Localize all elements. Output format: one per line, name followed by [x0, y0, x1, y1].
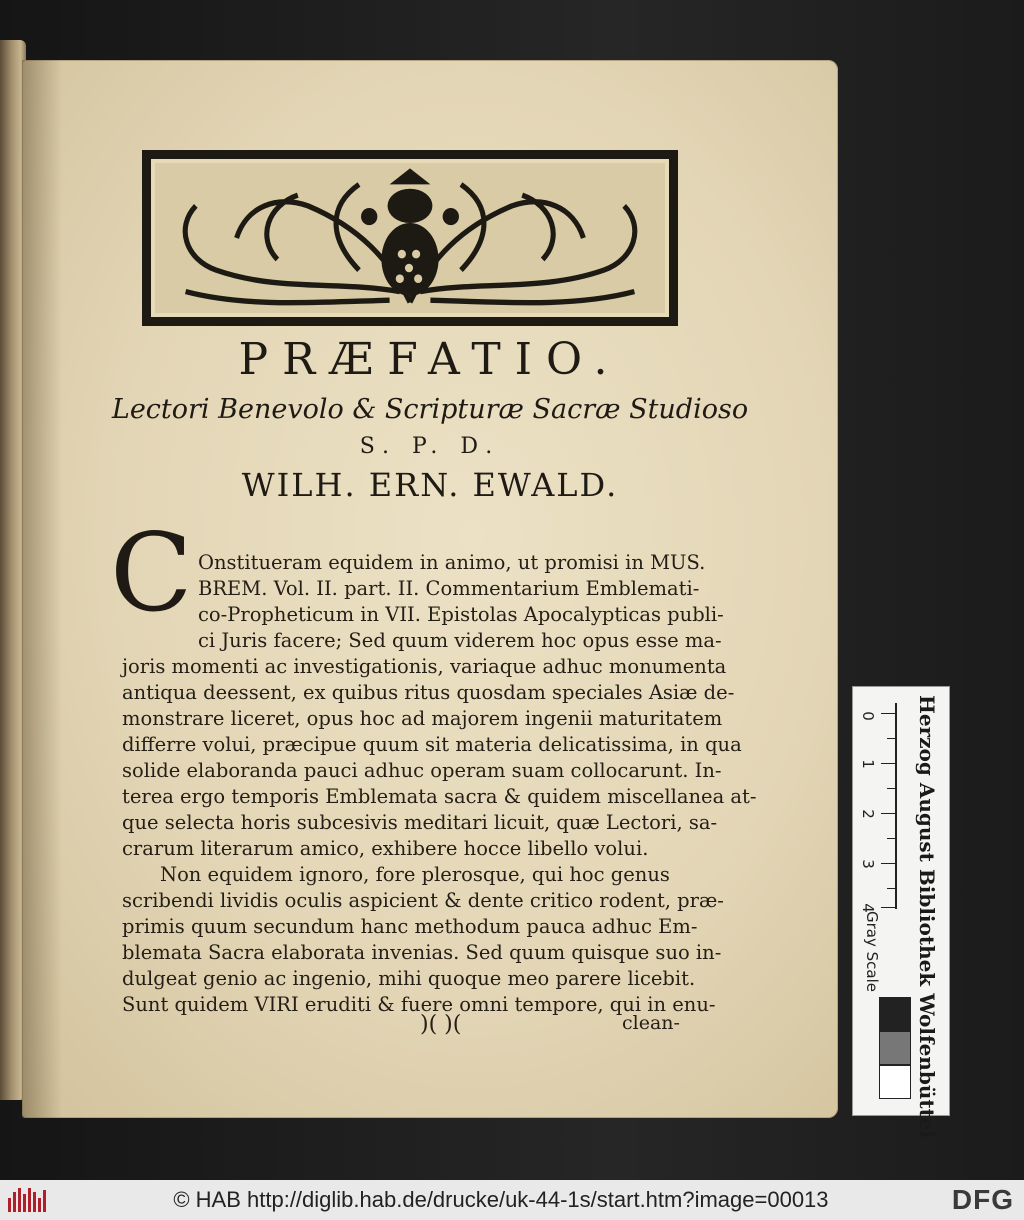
- dedication-line: Lectori Benevolo & Scripturæ Sacræ Studioso: [111, 394, 749, 425]
- gray-scale-label: Gray Scale: [863, 911, 881, 992]
- page-title: PRÆFATIO.: [238, 334, 622, 385]
- ruler-number: 3: [858, 859, 877, 869]
- ruler-number: 0: [858, 711, 877, 721]
- text-line: Sunt quidem VIRI eruditi & fuere omni tempore, qui in enu-: [122, 993, 716, 1016]
- gray-swatch-white: [879, 1065, 911, 1099]
- text-line: monstrare liceret, opus hoc ad majorem ingenii maturitatem: [122, 707, 723, 730]
- author-line: WILH. ERN. EWALD.: [241, 466, 619, 504]
- text-line: co-Propheticum in VII. Epistolas Apocalypticas publi-: [198, 603, 724, 626]
- text-line: joris momenti ac investigationis, variaque adhuc monumenta: [122, 655, 727, 678]
- color-scale-card: [852, 686, 950, 1139]
- text-line: blemata Sacra elaborata invenias. Sed quum quisque suo in-: [122, 941, 722, 964]
- text-line: BREM. Vol. II. part. II. Commentarium Emblemati-: [198, 577, 700, 600]
- foliage-ornament-icon: [155, 163, 665, 313]
- gray-swatch-mid: [879, 1031, 911, 1065]
- copyright-url[interactable]: © HAB http://diglib.hab.de/drucke/uk-44-1s/start.htm?image=00013: [173, 1187, 829, 1212]
- text-line: differre volui, præcipue quum sit materia delicatissima, in qua: [122, 733, 742, 756]
- gray-swatch-black: [879, 997, 911, 1031]
- library-name: Herzog August Bibliothek Wolfenbüttel: [915, 695, 939, 1139]
- text-line: primis quum secundum hanc methodum pauca adhuc Em-: [122, 915, 698, 938]
- dfg-logo: DFG: [951, 1184, 1014, 1215]
- catchword: clean-: [622, 1012, 680, 1034]
- text-line: scribendi lividis oculis aspicient & dente critico rodent, præ-: [122, 889, 724, 912]
- text-line: antiqua deessent, ex quibus ritus quosdam speciales Asiæ de-: [122, 681, 735, 704]
- ruler-number: 2: [858, 809, 877, 819]
- text-line: solide elaboranda pauci adhuc operam suam collocarunt. In-: [122, 759, 722, 782]
- text-line: ci Juris facere; Sed quum viderem hoc opus esse ma-: [198, 629, 722, 652]
- text-line: dulgeat genio ac ingenio, mihi quoque meo parere licebit.: [122, 967, 696, 990]
- text-line: Non equidem ignoro, fore plerosque, qui hoc genus: [160, 863, 670, 886]
- text-line: terea ergo temporis Emblemata sacra & quidem miscellanea at-: [122, 785, 757, 808]
- ornamental-headpiece: [142, 150, 678, 326]
- salutation-line: S. P. D.: [359, 434, 501, 459]
- signature-mark: )( )(: [420, 1012, 462, 1037]
- text-line: Onstitueram equidem in animo, ut promisi in MUS.: [198, 551, 706, 574]
- ruler-number: 1: [858, 759, 877, 769]
- drop-cap: C: [110, 511, 193, 636]
- text-line: que selecta horis subcesivis meditari licuit, quæ Lectori, sa-: [122, 811, 718, 834]
- footer-bar: [0, 1180, 1024, 1220]
- ruler: [858, 703, 897, 913]
- ruler-number: 4: [858, 903, 877, 913]
- hab-logo-icon: [6, 1186, 50, 1214]
- text-line: crarum literarum amico, exhibere hocce libello volui.: [122, 837, 649, 860]
